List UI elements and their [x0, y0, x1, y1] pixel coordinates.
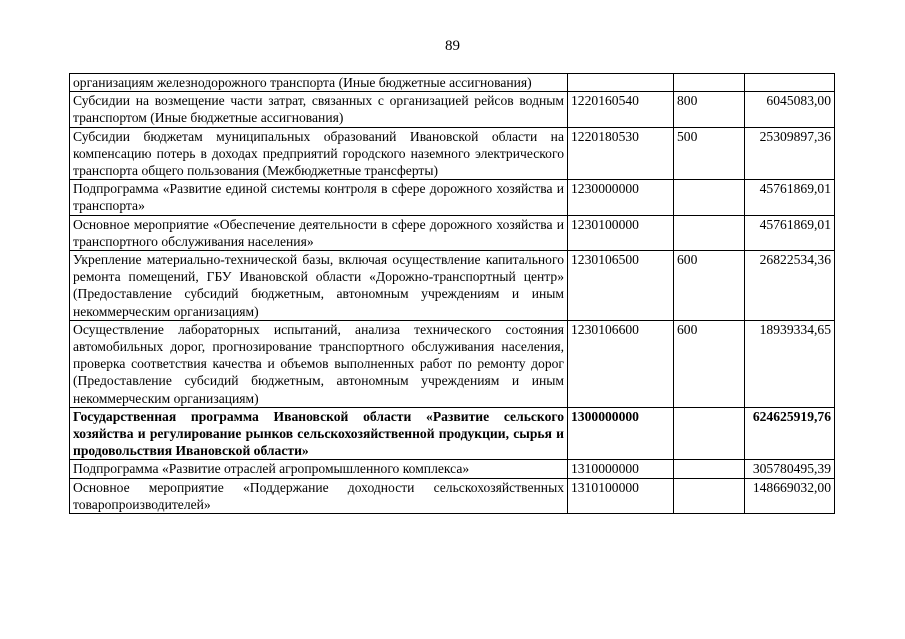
row-amount: 305780495,39	[745, 460, 835, 478]
row-description: Подпрограмма «Развитие единой системы контроля в сфере дорожного хозяйства и транспорта»	[70, 180, 568, 215]
page-number: 89	[445, 38, 460, 54]
table-row	[70, 407, 835, 460]
row-amount: 26822534,36	[745, 251, 835, 321]
row-expense-type	[674, 215, 745, 250]
row-amount: 45761869,01	[745, 180, 835, 215]
table-row	[70, 460, 835, 478]
row-description: Субсидии на возмещение части затрат, связанных с организацией рейсов водным транспортом (Иные бюджетные ассигнования)	[70, 92, 568, 127]
row-target-code: 1310100000	[568, 478, 674, 513]
budget-table-body	[70, 74, 835, 514]
row-amount: 45761869,01	[745, 215, 835, 250]
table-row	[70, 478, 835, 513]
row-target-code: 1230106600	[568, 320, 674, 407]
row-description: Осуществление лабораторных испытаний, анализа технического состояния автомобильных дорог, прогнозирование транспортного обслуживания населения, проверка соответствия качества и объемов выполненных работ по ремонту дорог (Предоставление субсидий бюджетным, автономным учреждениям и иным некоммерческим организациям)	[70, 320, 568, 407]
row-expense-type	[674, 460, 745, 478]
table-row	[70, 74, 835, 92]
budget-table	[69, 73, 835, 514]
row-amount	[745, 74, 835, 92]
row-expense-type	[674, 74, 745, 92]
row-expense-type: 500	[674, 127, 745, 180]
row-amount: 18939334,65	[745, 320, 835, 407]
row-description: организациям железнодорожного транспорта (Иные бюджетные ассигнования)	[70, 74, 568, 92]
row-description: Государственная программа Ивановской области «Развитие сельского хозяйства и регулирование рынков сельскохозяйственной продукции, сырья и продовольствия Ивановской области»	[70, 407, 568, 460]
table-row	[70, 92, 835, 127]
table-row	[70, 251, 835, 321]
row-target-code	[568, 74, 674, 92]
row-expense-type	[674, 180, 745, 215]
row-target-code: 1220160540	[568, 92, 674, 127]
row-amount: 6045083,00	[745, 92, 835, 127]
row-description: Подпрограмма «Развитие отраслей агропромышленного комплекса»	[70, 460, 568, 478]
row-description: Основное мероприятие «Поддержание доходности сельскохозяйственных товаропроизводителей»	[70, 478, 568, 513]
table-row	[70, 127, 835, 180]
row-target-code: 1230106500	[568, 251, 674, 321]
table-row	[70, 320, 835, 407]
row-target-code: 1310000000	[568, 460, 674, 478]
row-description: Субсидии бюджетам муниципальных образований Ивановской области на компенсацию потерь в доходах предприятий городского наземного электрического транспорта общего пользования (Межбюджетные трансферты)	[70, 127, 568, 180]
row-target-code: 1230000000	[568, 180, 674, 215]
table-row	[70, 180, 835, 215]
row-amount: 25309897,36	[745, 127, 835, 180]
row-expense-type: 600	[674, 320, 745, 407]
row-amount: 624625919,76	[745, 407, 835, 460]
row-expense-type	[674, 478, 745, 513]
row-expense-type	[674, 407, 745, 460]
row-expense-type: 600	[674, 251, 745, 321]
row-description: Укрепление материально-технической базы, включая осуществление капитального ремонта помещений, ГБУ Ивановской области «Дорожно-транспортный центр» (Предоставление субсидий бюджетным, автономным учреждениям и иным некоммерческим организациям)	[70, 251, 568, 321]
row-target-code: 1220180530	[568, 127, 674, 180]
row-target-code: 1230100000	[568, 215, 674, 250]
row-expense-type: 800	[674, 92, 745, 127]
row-amount: 148669032,00	[745, 478, 835, 513]
table-row	[70, 215, 835, 250]
row-target-code: 1300000000	[568, 407, 674, 460]
row-description: Основное мероприятие «Обеспечение деятельности в сфере дорожного хозяйства и транспортного обслуживания населения»	[70, 215, 568, 250]
